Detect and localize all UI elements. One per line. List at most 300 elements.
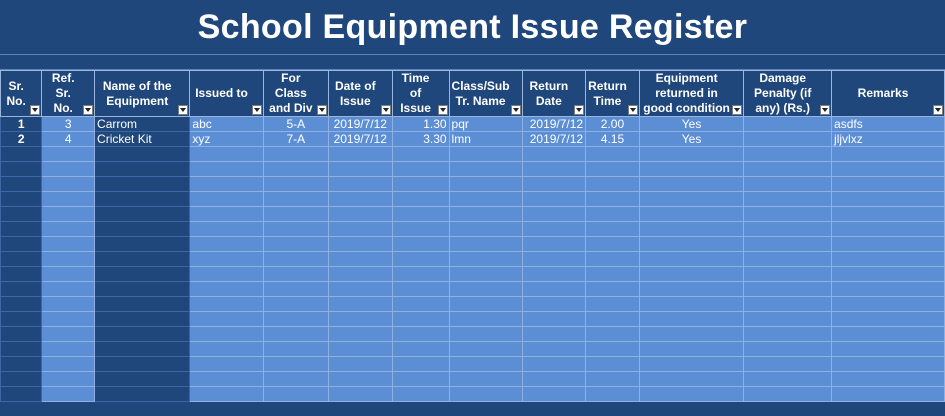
table-cell[interactable] — [392, 252, 449, 267]
table-cell[interactable] — [1, 267, 42, 282]
table-cell[interactable] — [329, 312, 393, 327]
table-cell[interactable] — [42, 327, 95, 342]
table-cell[interactable] — [522, 372, 586, 387]
filter-dropdown-button[interactable] — [820, 105, 830, 115]
table-cell[interactable] — [190, 312, 263, 327]
table-cell[interactable] — [190, 147, 263, 162]
table-cell[interactable] — [1, 237, 42, 252]
table-cell[interactable] — [586, 267, 640, 282]
table-cell[interactable] — [190, 177, 263, 192]
table-cell[interactable] — [263, 147, 328, 162]
table-cell[interactable] — [832, 372, 945, 387]
column-header-label: Class/Sub Tr. Name — [451, 78, 510, 108]
table-cell[interactable] — [744, 327, 832, 342]
table-cell[interactable] — [42, 147, 95, 162]
table-cell[interactable] — [392, 357, 449, 372]
table-cell[interactable] — [1, 162, 42, 177]
table-cell[interactable] — [832, 237, 945, 252]
table-cell[interactable] — [744, 297, 832, 312]
filter-dropdown-button[interactable] — [83, 105, 93, 115]
table-cell[interactable] — [586, 237, 640, 252]
table-cell[interactable] — [449, 372, 522, 387]
table-cell[interactable]: Carrom — [95, 117, 190, 132]
table-cell[interactable] — [639, 357, 744, 372]
table-cell[interactable]: 2019/7/12 — [522, 132, 586, 147]
table-cell[interactable] — [392, 207, 449, 222]
table-cell[interactable] — [832, 177, 945, 192]
table-cell[interactable]: Yes — [639, 117, 744, 132]
table-cell[interactable] — [639, 177, 744, 192]
table-cell[interactable] — [586, 192, 640, 207]
table-cell[interactable] — [449, 207, 522, 222]
table-cell[interactable] — [449, 312, 522, 327]
table-cell[interactable] — [392, 147, 449, 162]
table-cell[interactable] — [392, 192, 449, 207]
title-band — [0, 0, 945, 55]
table-cell[interactable] — [190, 162, 263, 177]
column-header-label: Issued to — [195, 86, 248, 100]
table-cell[interactable] — [586, 327, 640, 342]
table-cell[interactable] — [522, 327, 586, 342]
filter-dropdown-button[interactable] — [511, 105, 521, 115]
table-cell[interactable] — [263, 207, 328, 222]
table-cell[interactable] — [744, 117, 832, 132]
table-cell[interactable] — [392, 282, 449, 297]
table-cell[interactable] — [522, 312, 586, 327]
table-cell[interactable] — [832, 327, 945, 342]
table-cell[interactable] — [263, 177, 328, 192]
table-cell[interactable] — [639, 297, 744, 312]
table-cell[interactable] — [639, 327, 744, 342]
table-cell[interactable] — [42, 207, 95, 222]
column-header-label: Name of the Equipment — [102, 78, 172, 108]
table-cell[interactable] — [744, 177, 832, 192]
filter-dropdown-button[interactable] — [252, 105, 262, 115]
table-cell[interactable] — [42, 312, 95, 327]
table-cell[interactable] — [95, 297, 190, 312]
table-cell[interactable] — [95, 222, 190, 237]
table-cell[interactable]: 4 — [42, 132, 95, 147]
table-cell[interactable] — [42, 252, 95, 267]
table-cell[interactable] — [449, 357, 522, 372]
dropdown-arrow-icon — [576, 108, 582, 112]
table-cell[interactable] — [1, 192, 42, 207]
table-cell[interactable] — [832, 207, 945, 222]
dropdown-arrow-icon — [383, 108, 389, 112]
table-cell[interactable] — [639, 312, 744, 327]
table-cell[interactable] — [95, 387, 190, 402]
column-header-label: Return Time — [588, 78, 627, 108]
table-cell[interactable] — [392, 222, 449, 237]
table-cell[interactable] — [639, 342, 744, 357]
table-cell[interactable] — [42, 297, 95, 312]
table-cell[interactable]: 4.15 — [586, 132, 640, 147]
table-row — [1, 117, 945, 132]
table-cell[interactable]: 2019/7/12 — [329, 117, 393, 132]
dropdown-arrow-icon — [32, 108, 38, 112]
table-cell[interactable] — [95, 252, 190, 267]
table-cell[interactable] — [329, 192, 393, 207]
table-row — [1, 222, 945, 237]
table-cell[interactable] — [449, 237, 522, 252]
table-cell[interactable] — [263, 342, 328, 357]
dropdown-arrow-icon — [513, 108, 519, 112]
column-header-label: Equipment returned in good condition — [643, 71, 730, 115]
table-cell[interactable] — [95, 162, 190, 177]
table-cell[interactable] — [586, 162, 640, 177]
table-cell[interactable]: 3.30 — [392, 132, 449, 147]
table-cell[interactable] — [95, 357, 190, 372]
filter-dropdown-button[interactable] — [30, 105, 40, 115]
column-header — [744, 71, 832, 117]
table-cell[interactable] — [522, 162, 586, 177]
filter-dropdown-button[interactable] — [438, 105, 448, 115]
filter-dropdown-button[interactable] — [732, 105, 742, 115]
table-cell[interactable] — [639, 222, 744, 237]
table-cell[interactable] — [95, 312, 190, 327]
table-cell[interactable] — [42, 357, 95, 372]
table-cell[interactable]: Cricket Kit — [95, 132, 190, 147]
dropdown-arrow-icon — [440, 108, 446, 112]
table-cell[interactable] — [1, 207, 42, 222]
table-cell[interactable] — [522, 177, 586, 192]
table-cell[interactable] — [449, 162, 522, 177]
table-cell[interactable] — [42, 282, 95, 297]
table-cell[interactable] — [95, 282, 190, 297]
table-cell[interactable] — [329, 372, 393, 387]
table-cell[interactable] — [329, 237, 393, 252]
table-cell[interactable] — [522, 297, 586, 312]
table-cell[interactable]: asdfs — [832, 117, 945, 132]
table-cell[interactable] — [95, 342, 190, 357]
table-cell[interactable]: 1.30 — [392, 117, 449, 132]
table-cell[interactable] — [639, 207, 744, 222]
table-cell[interactable] — [449, 222, 522, 237]
table-cell[interactable] — [190, 342, 263, 357]
table-cell[interactable] — [639, 237, 744, 252]
table-cell[interactable] — [329, 147, 393, 162]
dropdown-arrow-icon — [935, 108, 941, 112]
table-cell[interactable] — [329, 357, 393, 372]
table-cell[interactable] — [449, 387, 522, 402]
table-cell[interactable] — [42, 237, 95, 252]
table-cell[interactable] — [263, 387, 328, 402]
table-cell[interactable] — [639, 252, 744, 267]
table-cell[interactable] — [263, 237, 328, 252]
table-cell[interactable]: 2.00 — [586, 117, 640, 132]
table-cell[interactable] — [639, 192, 744, 207]
table-cell[interactable] — [639, 162, 744, 177]
filter-dropdown-button[interactable] — [381, 105, 391, 115]
table-cell[interactable] — [42, 192, 95, 207]
table-cell[interactable] — [329, 297, 393, 312]
table-cell[interactable] — [522, 252, 586, 267]
column-header-label: Return Date — [529, 78, 569, 108]
filter-dropdown-button[interactable] — [317, 105, 327, 115]
dropdown-arrow-icon — [254, 108, 260, 112]
table-cell[interactable] — [522, 147, 586, 162]
dropdown-arrow-icon — [630, 108, 636, 112]
table-row — [1, 387, 945, 402]
table-cell[interactable] — [586, 387, 640, 402]
column-header — [832, 71, 945, 117]
table-cell[interactable] — [832, 147, 945, 162]
table-cell[interactable] — [329, 267, 393, 282]
table-cell[interactable] — [95, 207, 190, 222]
table-cell[interactable] — [263, 192, 328, 207]
table-cell[interactable] — [263, 282, 328, 297]
table-cell[interactable] — [190, 222, 263, 237]
register-table — [0, 70, 945, 402]
table-cell[interactable] — [263, 327, 328, 342]
table-cell[interactable]: 2 — [1, 132, 42, 147]
table-cell[interactable]: 3 — [42, 117, 95, 132]
table-cell[interactable]: xyz — [190, 132, 263, 147]
table-cell[interactable]: pqr — [449, 117, 522, 132]
table-cell[interactable] — [95, 237, 190, 252]
table-cell[interactable] — [263, 372, 328, 387]
table-cell[interactable] — [522, 342, 586, 357]
table-cell[interactable] — [95, 267, 190, 282]
table-cell[interactable] — [586, 222, 640, 237]
table-cell[interactable]: 5-A — [263, 117, 328, 132]
table-cell[interactable] — [449, 147, 522, 162]
table-cell[interactable] — [744, 267, 832, 282]
table-cell[interactable] — [42, 162, 95, 177]
table-cell[interactable] — [190, 252, 263, 267]
column-header-label: Damage Penalty (if any) (Rs.) — [754, 71, 812, 115]
table-cell[interactable] — [392, 327, 449, 342]
table-cell[interactable] — [190, 267, 263, 282]
table-cell[interactable] — [190, 327, 263, 342]
table-cell[interactable] — [832, 162, 945, 177]
table-cell[interactable] — [744, 162, 832, 177]
column-header-label: For Class and Div — [269, 71, 313, 115]
column-header — [329, 71, 393, 117]
table-cell[interactable] — [329, 177, 393, 192]
table-cell[interactable] — [1, 327, 42, 342]
column-header — [42, 71, 95, 117]
table-cell[interactable] — [449, 267, 522, 282]
table-cell[interactable] — [42, 372, 95, 387]
table-cell[interactable] — [392, 237, 449, 252]
table-cell[interactable] — [586, 372, 640, 387]
table-cell[interactable] — [1, 252, 42, 267]
table-cell[interactable] — [586, 312, 640, 327]
table-cell[interactable]: lmn — [449, 132, 522, 147]
table-cell[interactable] — [329, 222, 393, 237]
table-cell[interactable] — [449, 177, 522, 192]
table-cell[interactable] — [832, 387, 945, 402]
column-header — [392, 71, 449, 117]
dropdown-arrow-icon — [734, 108, 740, 112]
table-cell[interactable] — [586, 342, 640, 357]
table-cell[interactable] — [392, 387, 449, 402]
table-cell[interactable] — [522, 282, 586, 297]
table-cell[interactable] — [744, 372, 832, 387]
table-cell[interactable] — [586, 297, 640, 312]
table-cell[interactable] — [832, 297, 945, 312]
table-cell[interactable] — [744, 192, 832, 207]
table-cell[interactable] — [263, 222, 328, 237]
table-cell[interactable] — [449, 282, 522, 297]
table-row — [1, 312, 945, 327]
table-cell[interactable] — [329, 387, 393, 402]
table-cell[interactable] — [449, 327, 522, 342]
table-cell[interactable] — [1, 312, 42, 327]
table-cell[interactable] — [329, 342, 393, 357]
table-cell[interactable] — [42, 342, 95, 357]
table-cell[interactable] — [639, 372, 744, 387]
filter-dropdown-button[interactable] — [628, 105, 638, 115]
table-cell[interactable] — [744, 387, 832, 402]
table-cell[interactable] — [1, 297, 42, 312]
table-cell[interactable] — [329, 252, 393, 267]
table-cell[interactable] — [1, 177, 42, 192]
table-cell[interactable] — [392, 162, 449, 177]
table-cell[interactable] — [744, 147, 832, 162]
table-cell[interactable] — [392, 297, 449, 312]
table-cell[interactable] — [744, 237, 832, 252]
table-cell[interactable] — [190, 357, 263, 372]
table-cell[interactable] — [329, 207, 393, 222]
table-cell[interactable] — [392, 267, 449, 282]
table-cell[interactable] — [190, 237, 263, 252]
table-row — [1, 132, 945, 147]
column-header — [95, 71, 190, 117]
table-cell[interactable] — [263, 357, 328, 372]
table-cell[interactable] — [329, 327, 393, 342]
table-cell[interactable] — [832, 357, 945, 372]
table-cell[interactable] — [449, 342, 522, 357]
table-cell[interactable] — [190, 297, 263, 312]
table-cell[interactable] — [190, 192, 263, 207]
table-cell[interactable] — [744, 207, 832, 222]
table-cell[interactable] — [744, 252, 832, 267]
table-cell[interactable] — [190, 387, 263, 402]
table-cell[interactable] — [522, 357, 586, 372]
table-cell[interactable] — [586, 252, 640, 267]
table-cell[interactable] — [42, 267, 95, 282]
table-cell[interactable] — [263, 297, 328, 312]
table-cell[interactable] — [42, 222, 95, 237]
table-cell[interactable] — [639, 147, 744, 162]
table-cell[interactable] — [1, 222, 42, 237]
table-cell[interactable] — [744, 342, 832, 357]
column-header-label: Date of Issue — [334, 78, 376, 108]
table-cell[interactable] — [392, 177, 449, 192]
filter-dropdown-button[interactable] — [933, 105, 943, 115]
table-cell[interactable] — [832, 252, 945, 267]
column-header — [263, 71, 328, 117]
table-cell[interactable] — [586, 207, 640, 222]
table-cell[interactable] — [639, 267, 744, 282]
table-cell[interactable]: 2019/7/12 — [329, 132, 393, 147]
table-cell[interactable] — [586, 357, 640, 372]
table-cell[interactable] — [95, 327, 190, 342]
table-cell[interactable] — [263, 312, 328, 327]
table-cell[interactable] — [522, 237, 586, 252]
table-cell[interactable] — [744, 282, 832, 297]
table-cell[interactable] — [263, 162, 328, 177]
table-cell[interactable] — [329, 282, 393, 297]
table-row — [1, 372, 945, 387]
column-header — [639, 71, 744, 117]
table-cell[interactable]: jljvlxz — [832, 132, 945, 147]
table-cell[interactable] — [1, 147, 42, 162]
table-cell[interactable] — [449, 192, 522, 207]
table-cell[interactable] — [832, 342, 945, 357]
table-cell[interactable] — [392, 372, 449, 387]
table-cell[interactable] — [95, 192, 190, 207]
table-cell[interactable] — [263, 252, 328, 267]
table-cell[interactable] — [1, 357, 42, 372]
table-cell[interactable] — [392, 312, 449, 327]
table-cell[interactable] — [522, 207, 586, 222]
spacer-row — [0, 55, 945, 70]
table-cell[interactable] — [392, 342, 449, 357]
table-cell[interactable] — [190, 207, 263, 222]
table-cell[interactable] — [95, 147, 190, 162]
table-cell[interactable] — [263, 267, 328, 282]
table-cell[interactable] — [832, 267, 945, 282]
table-row — [1, 147, 945, 162]
table-cell[interactable] — [42, 387, 95, 402]
table-cell[interactable] — [1, 372, 42, 387]
table-cell[interactable] — [1, 342, 42, 357]
table-cell[interactable] — [744, 357, 832, 372]
table-cell[interactable] — [1, 387, 42, 402]
table-row — [1, 207, 945, 222]
table-cell[interactable] — [639, 282, 744, 297]
table-cell[interactable] — [639, 387, 744, 402]
table-cell[interactable] — [42, 177, 95, 192]
table-cell[interactable]: 2019/7/12 — [522, 117, 586, 132]
table-cell[interactable]: 7-A — [263, 132, 328, 147]
table-cell[interactable] — [190, 372, 263, 387]
table-cell[interactable]: abc — [190, 117, 263, 132]
table-cell[interactable] — [744, 222, 832, 237]
table-cell[interactable] — [586, 282, 640, 297]
table-cell[interactable] — [832, 222, 945, 237]
table-cell[interactable] — [522, 222, 586, 237]
table-cell[interactable] — [190, 282, 263, 297]
table-cell[interactable] — [744, 132, 832, 147]
filter-dropdown-button[interactable] — [178, 105, 188, 115]
table-cell[interactable] — [832, 312, 945, 327]
table-cell[interactable] — [449, 252, 522, 267]
table-cell[interactable] — [744, 312, 832, 327]
table-cell[interactable] — [586, 147, 640, 162]
table-cell[interactable] — [1, 282, 42, 297]
table-row — [1, 327, 945, 342]
table-cell[interactable] — [522, 387, 586, 402]
table-cell[interactable]: Yes — [639, 132, 744, 147]
filter-dropdown-button[interactable] — [574, 105, 584, 115]
table-cell[interactable] — [522, 267, 586, 282]
table-cell[interactable] — [586, 177, 640, 192]
table-cell[interactable]: 1 — [1, 117, 42, 132]
table-cell[interactable] — [832, 192, 945, 207]
table-cell[interactable] — [329, 162, 393, 177]
table-cell[interactable] — [95, 177, 190, 192]
table-cell[interactable] — [832, 282, 945, 297]
table-cell[interactable] — [95, 372, 190, 387]
table-cell[interactable] — [449, 297, 522, 312]
table-row — [1, 357, 945, 372]
table-cell[interactable] — [522, 192, 586, 207]
table-body — [1, 117, 945, 402]
